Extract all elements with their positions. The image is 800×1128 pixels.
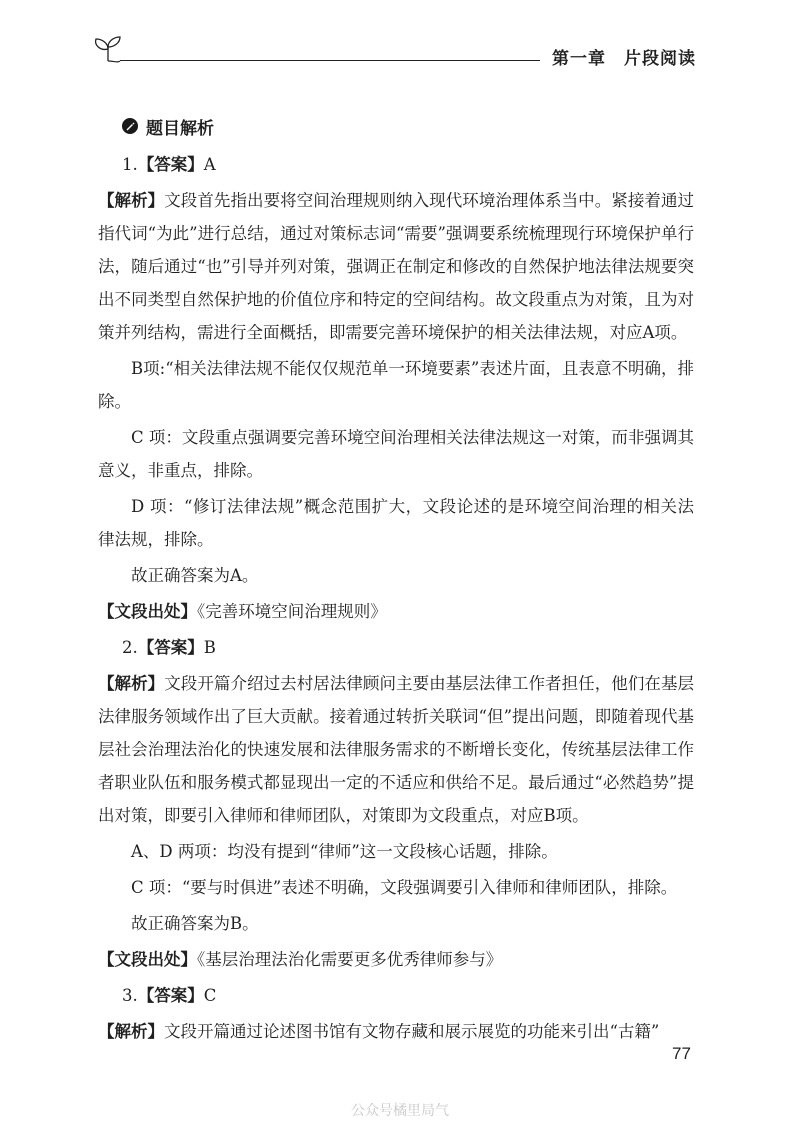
q2-analysis-text: 文段开篇介绍过去村居法律顾问主要由基层法律工作者担任，他们在基层法律服务领域作出了巨大贡献。接着通过转折关联词“但”提出问题，即随着现代基层社会治理法治化的快速发展和法律服务需求的不断增长变化，传统基层法律工作者职业队伍和服务模式都显现出一定的不适应和供给不足。最后通过“必然趋势”提出对策，即要引入律师和律师团队，对策即为文段重点，对应B项。 xyxy=(98,674,695,825)
running-header xyxy=(0,0,800,80)
header-rule xyxy=(120,60,540,61)
q3-analysis-text: 文段开篇通过论述图书馆有文物存藏和展示展览的功能来引出“古籍” xyxy=(164,1022,660,1041)
q1-source-text: 《完善环境空间治理规则》 xyxy=(197,602,387,621)
page-number: 77 xyxy=(672,1044,691,1063)
q1-analysis xyxy=(98,184,694,349)
q2-analysis-tag: 【解析】 xyxy=(98,674,165,693)
q2-answer-value: B xyxy=(203,638,216,657)
q2-source-tag: 【文段出处】 xyxy=(98,950,197,969)
q1-answer-tag: 【答案】 xyxy=(137,155,204,174)
q2-source-text: 《基层治理法治化需要更多优秀律师参与》 xyxy=(197,950,503,969)
q1-answer xyxy=(98,148,694,181)
q3-answer xyxy=(98,979,694,1012)
q3-answer-value: C xyxy=(203,986,217,1005)
q1-source-tag: 【文段出处】 xyxy=(98,602,197,621)
chapter-title: 第一章 片段阅读 xyxy=(552,49,696,69)
q2-option-c: C 项：“要与时俱进”表述不明确，文段强调要引入律师和律师团队，排除。 xyxy=(131,878,678,897)
q1-analysis-tag: 【解析】 xyxy=(98,191,165,210)
sprout-icon xyxy=(90,35,126,63)
q2-option-ad: A、D 两项：均没有提到“律师”这一文段核心话题，排除。 xyxy=(131,842,558,861)
q1-option-c: C 项：文段重点强调要完善环境空间治理相关法律法规这一对策，而非强调其意义，非重点，排除。 xyxy=(98,428,694,480)
page-body xyxy=(98,112,694,1048)
q2-conclusion: 故正确答案为B。 xyxy=(131,914,259,933)
q1-analysis-text: 文段首先指出要将空间治理规则纳入现代环境治理体系当中。紧接着通过指代词“为此”进行总结，通过对策标志词“需要”强调要系统梳理现行环境保护单行法，随后通过“也”引导并列对策，强调正在制定和修改的自然保护地法律法规要突出不同类型自然保护地的价值位序和特定的空间结构。故文段重点为对策，且为对策并列结构，需进行全面概括，即需要完善环境保护的相关法律法规，对应A项。 xyxy=(98,191,695,342)
q3-answer-tag: 【答案】 xyxy=(137,986,204,1005)
q1-option-b: B项:“相关法律法规不能仅仅规范单一环境要素”表述片面，且表意不明确，排除。 xyxy=(98,359,694,411)
q2-number: 2. xyxy=(122,638,138,657)
q1-conclusion: 故正确答案为A。 xyxy=(131,566,259,585)
pencil-circle-icon xyxy=(122,118,138,134)
q3-analysis xyxy=(98,1015,694,1048)
q2-answer xyxy=(98,631,694,664)
q3-number: 3. xyxy=(122,986,138,1005)
q1-source xyxy=(98,595,694,628)
q1-option-d: D 项：“修订法律法规”概念范围扩大，文段论述的是环境空间治理的相关法律法规，排除。 xyxy=(98,497,694,549)
q1-answer-value: A xyxy=(203,155,216,174)
watermark: 公众号橘里局气 xyxy=(351,1103,449,1119)
section-heading xyxy=(98,112,694,140)
q1-number: 1. xyxy=(122,155,138,174)
q2-source xyxy=(98,943,694,976)
q2-analysis xyxy=(98,667,694,832)
section-title: 题目解析 xyxy=(146,118,214,139)
q3-analysis-tag: 【解析】 xyxy=(98,1022,164,1041)
q2-answer-tag: 【答案】 xyxy=(137,638,204,657)
